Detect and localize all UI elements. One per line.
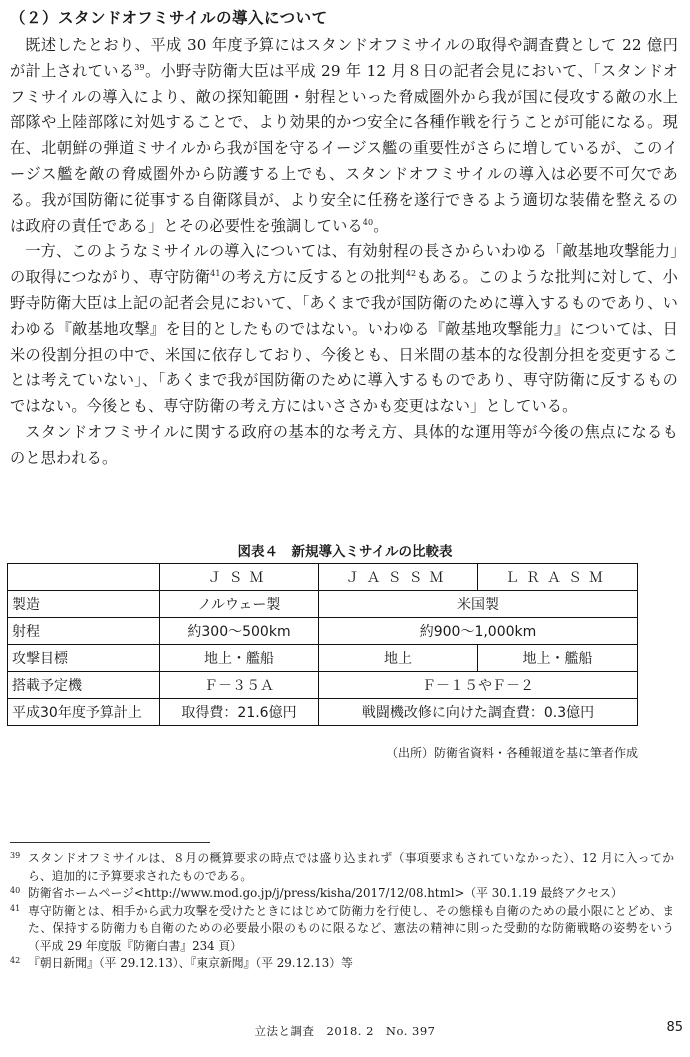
page-number: 85 — [666, 1020, 683, 1035]
table-row — [8, 618, 638, 645]
table-corner-cell — [8, 564, 160, 591]
paragraph-3: スタンドオフミサイルに関する政府の基本的な考え方、具体的な運用等が今後の焦点になるものと思われる。 — [10, 422, 678, 467]
journal-footer: 立法と調査 2018. 2 No. 397 — [254, 1024, 436, 1038]
row-label: 平成30年度予算計上 — [8, 699, 160, 726]
footnote-number: 39 — [10, 851, 21, 860]
footnotes — [10, 850, 674, 973]
table-row — [8, 672, 638, 699]
table-cell: 約900〜1,000km — [319, 618, 638, 645]
figure-title: 図表４ 新規導入ミサイルの比較表 — [237, 544, 453, 560]
footnote-divider — [10, 842, 210, 843]
footnote-ref-39[interactable]: 39 — [134, 62, 145, 72]
table-header-row — [8, 564, 638, 591]
table-cell: 地上・艦船 — [160, 645, 319, 672]
table-cell: ノルウェー製 — [160, 591, 319, 618]
row-label: 射程 — [8, 618, 160, 645]
table-cell: 米国製 — [319, 591, 638, 618]
table-cell: Ｆ－３５Ａ — [160, 672, 319, 699]
row-label: 攻撃目標 — [8, 645, 160, 672]
header-jassm: ＪＡＳＳＭ — [319, 564, 478, 591]
table-row — [8, 699, 638, 726]
footnote-number: 41 — [10, 903, 21, 913]
footnote-ref-40[interactable]: 40 — [362, 217, 374, 227]
footnote-number: 42 — [10, 956, 21, 965]
paragraph-1: 既述したとおり、平成 30 年度予算にはスタンドオフミサイルの取得や調査費として 22 億円が計上されている$^{39}$。小野寺防衛大臣は平成 29 年 12 月８日の記者会見において、「スタンドオフミサイルの導入により、敵の探知範囲・射程といった脅威圏外から我が国に侵攻する敵の水上部隊や上陸部隊に対処することで、より効果的かつ安全に各種作戦を行うことが可能になる。現在、北朝鮮の弾道ミサイルから我が国を守るイージス艦の重要性がさらに増しているが、このイージス艦を敵の脅威圏外から防護する上でも、スタンドオフミサイルの導入は必要不可欠である。我が国防衛に従事する自衛隊員が、より安全に任務を遂行できるよう適切な装備を整えるのは政府の責任である」とその必要性を強調している$^{40}$。 — [10, 36, 679, 235]
table-row — [8, 591, 638, 618]
table-row — [8, 645, 638, 672]
table-cell: 地上 — [319, 645, 478, 672]
paragraph-2: 一方、このようなミサイルの導入については、有効射程の長さからいわゆる「敵基地攻撃能力」の取得につながり、専守防衛$^{41}$の考え方に反するとの批判$^{42}$もある。このような批判に対して、小野寺防衛大臣は上記の記者会見において、「あくまで我が国防衛のために導入するものであり、いわゆる『敵基地攻撃』を目的としたものではない。いわゆる『敵基地攻撃能力』については、日米の役割分担の中で、米国に依存しており、今後とも、日米間の基本的な役割分担を変更することは考えていない」、「あくまで我が国防衛のために導入するものであり、専守防衛に反するものではない。今後とも、専守防衛の考え方にはいささかも変更はない」としている。 — [10, 242, 678, 416]
header-jsm: ＪＳＭ — [160, 564, 319, 591]
footnote-ref-41[interactable]: 41 — [210, 269, 221, 279]
footnote-number: 40 — [10, 886, 21, 895]
table-cell: 取得費：21.6億円 — [160, 699, 319, 726]
section-heading: （２）スタンドオフミサイルの導入について — [10, 9, 328, 27]
figure-source: （出所）防衛省資料・各種報道を基に筆者作成 — [385, 746, 638, 760]
footnote-40 — [10, 885, 674, 903]
table-cell: 約300〜500km — [160, 618, 319, 645]
table-cell: 戦闘機改修に向けた調査費：0.3億円 — [319, 699, 638, 726]
footnote-ref-42[interactable]: 42 — [405, 269, 417, 279]
table-cell: Ｆ－１５やＦ－２ — [319, 672, 638, 699]
row-label: 搭載予定機 — [8, 672, 160, 699]
table-cell: 地上・艦船 — [478, 645, 638, 672]
footnote-41: 41 専守防衛とは、相手から武力攻撃を受けたときにはじめて防衛力を行使し、その態様も自衛のための最小限にとどめ、また、保持する防衛力も自衛のための必要最小限のものに限るなど、憲法の精神に則った受動的な防衛戦略の姿勢をいう（平成 29 年度版『防衛白書』234 頁） — [10, 903, 674, 956]
footnote-42: 42 『朝日新聞』（平 29.12.13）、『東京新聞』（平 29.12.13）等 — [10, 955, 674, 973]
body-text — [10, 33, 678, 472]
footnote-link[interactable]: 防衛省ホームページ<http://www.mod.go.jp/j/press/kisha/2017/12/08.html>（平 30.1.19 最終アクセス） — [28, 886, 623, 900]
row-label: 製造 — [8, 591, 160, 618]
footnote-39: 39 スタンドオフミサイルは、８月の概算要求の時点では盛り込まれず（事項要求もされていなかった）、12 月に入ってから、追加的に予算要求されたものである。 — [10, 850, 674, 885]
header-lrasm: ＬＲＡＳＭ — [478, 564, 638, 591]
missile-comparison-table — [7, 563, 638, 726]
